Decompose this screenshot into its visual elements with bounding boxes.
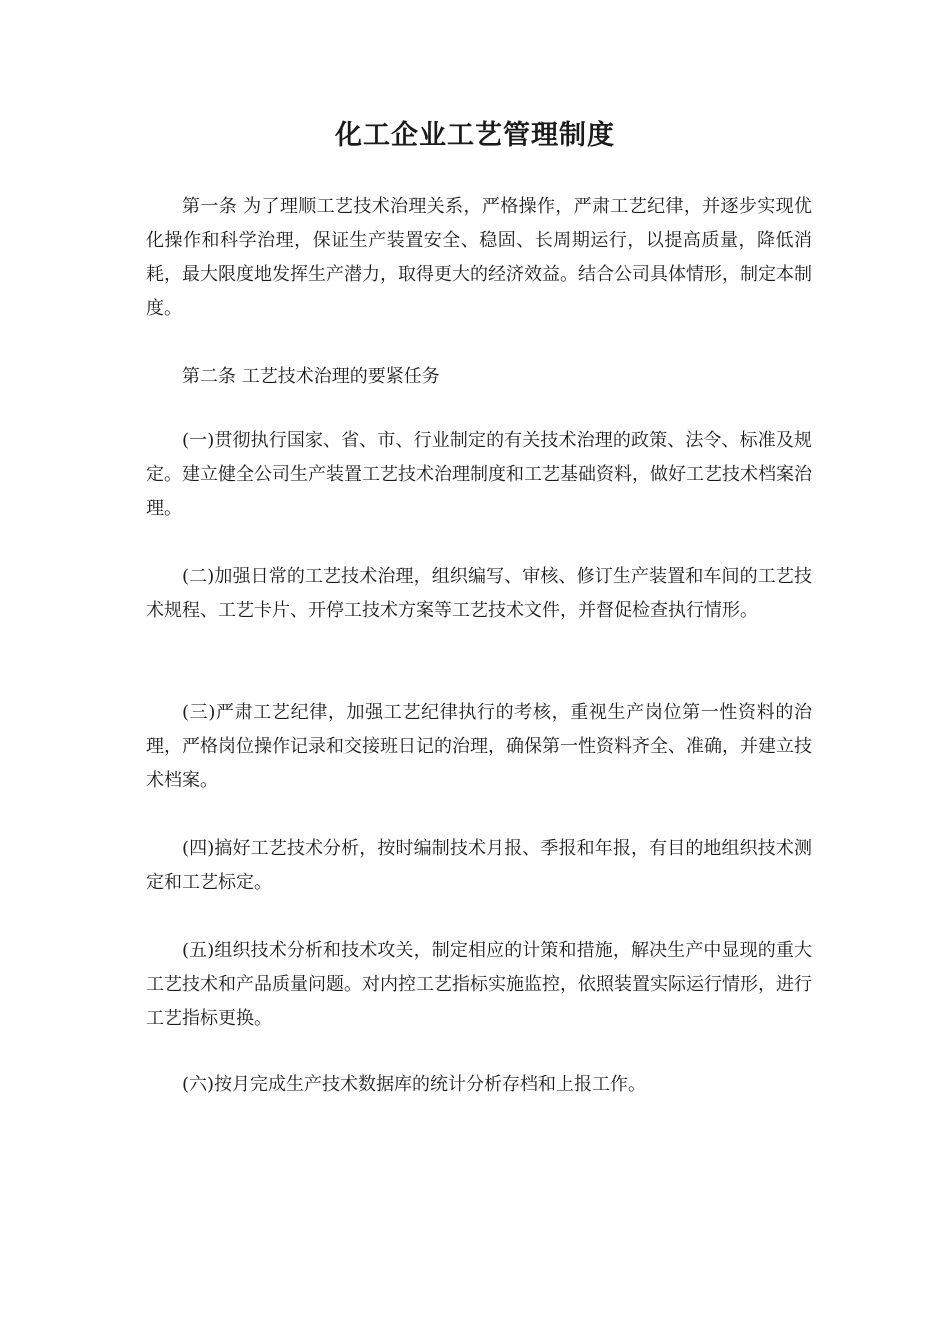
task-item-2: (二)加强日常的工艺技术治理，组织编写、审核、修订生产装置和车间的工艺技术规程、工艺卡片、开停工技术方案等工艺技术文件，并督促检查执行情形。 [146, 566, 812, 621]
task-item-4: (四)搞好工艺技术分析，按时编制技术月报、季报和年报，有目的地组织技术测定和工艺标定。 [146, 838, 812, 893]
task-item-6: (六)按月完成生产技术数据库的统计分析存档和上报工作。 [182, 1074, 647, 1095]
document-title: 化工企业工艺管理制度 [335, 120, 615, 151]
task-item-3: (三)严肃工艺纪律，加强工艺纪律执行的考核，重视生产岗位第一性资料的治理，严格岗位操作记录和交接班日记的治理，确保第一性资料齐全、准确，并建立技术档案。 [146, 702, 812, 791]
article-1-paragraph: 第一条 为了理顺工艺技术治理关系，严格操作，严肃工艺纪律，并逐步实现优化操作和科学治理，保证生产装置安全、稳固、长周期运行，以提高质量，降低消耗，最大限度地发挥生产潜力，取得更大的经济效益。结合公司具体情形，制定本制度。 [146, 196, 812, 319]
article-2-heading: 第二条 工艺技术治理的要紧任务 [182, 366, 440, 387]
task-item-1: (一)贯彻执行国家、省、市、行业制定的有关技术治理的政策、法令、标准及规定。建立健全公司生产装置工艺技术治理制度和工艺基础资料，做好工艺技术档案治理。 [146, 430, 812, 519]
task-item-5: (五)组织技术分析和技术攻关，制定相应的计策和措施，解决生产中显现的重大工艺技术和产品质量问题。对内控工艺指标实施监控，依照装置实际运行情形，进行工艺指标更换。 [146, 940, 812, 1029]
